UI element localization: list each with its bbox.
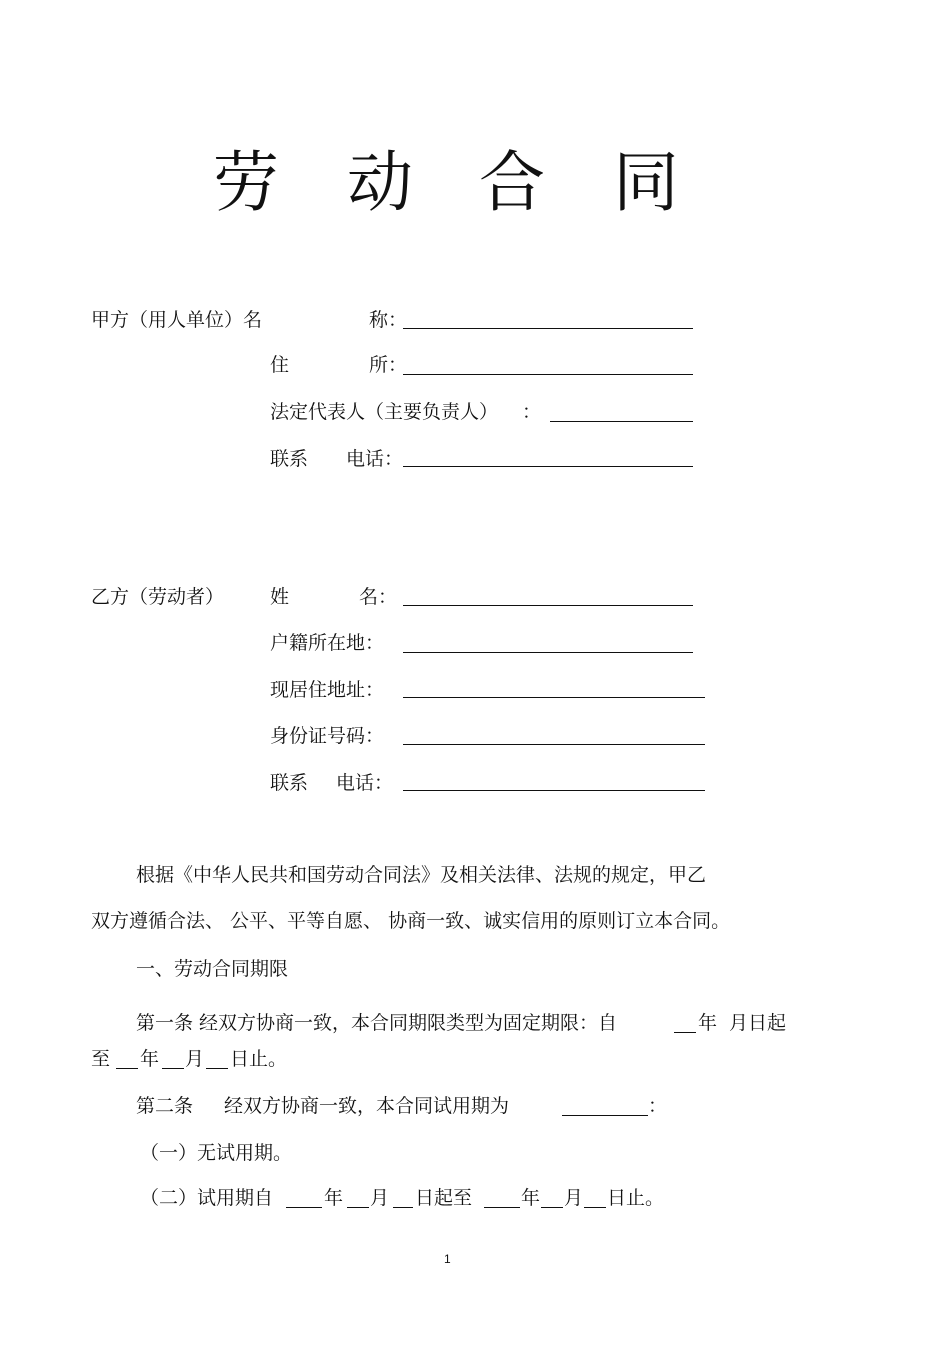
option-2-end-month-field[interactable] — [541, 1207, 563, 1208]
party-b-residence-field[interactable] — [403, 697, 705, 698]
option-2-end-day-label: 日止。 — [607, 1187, 665, 1209]
option-2-end-month-label: 月 — [564, 1187, 584, 1209]
party-a-phone-label-suffix: 电话： — [346, 448, 404, 470]
article-2-number: 第二条 — [136, 1095, 194, 1117]
option-2-start-day-field[interactable] — [393, 1207, 413, 1208]
title-char: 劳 — [213, 144, 279, 221]
party-a-phone-label: 联系 — [270, 448, 309, 470]
option-2-start-year-field[interactable] — [286, 1207, 322, 1208]
article-1-text: 第一条 经双方协商一致，本合同期限类型为固定期限：自 — [136, 1012, 618, 1034]
article-1-end-month-field[interactable] — [162, 1068, 184, 1069]
party-b-hukou-field[interactable] — [403, 652, 693, 653]
option-2-start-month-field[interactable] — [347, 1207, 369, 1208]
article-1-end-year-field[interactable] — [116, 1068, 138, 1069]
article-2-probation-field[interactable] — [562, 1115, 648, 1116]
party-a-name-field[interactable] — [403, 328, 693, 329]
party-a-rep-label: 法定代表人（主要负责人） — [270, 401, 499, 423]
article-1-start-year-field[interactable] — [674, 1032, 696, 1033]
page-number: 1 — [444, 1252, 451, 1266]
party-b-name-label: 姓 — [270, 586, 290, 608]
article-2-text: 经双方协商一致，本合同试用期为 — [224, 1095, 510, 1117]
article-2-colon: ： — [648, 1095, 668, 1117]
party-a-rep-colon: ： — [522, 401, 542, 423]
intro-paragraph-line: 根据《中华人民共和国劳动合同法》及相关法律、法规的规定，甲乙 — [136, 864, 707, 886]
section-heading: 一、劳动合同期限 — [136, 958, 289, 980]
party-b-residence-label: 现居住地址： — [270, 679, 385, 701]
party-a-address-label: 住 — [270, 354, 290, 376]
intro-paragraph-line: 双方遵循合法、 公平、平等自愿、 协商一致、诚实信用的原则订立本合同。 — [91, 910, 731, 932]
article-1-year-label: 年 — [698, 1012, 718, 1034]
party-b-id-field[interactable] — [403, 744, 705, 745]
article-1-end-year-label: 年 — [140, 1048, 160, 1070]
party-b-phone-field[interactable] — [403, 790, 705, 791]
option-2-end-year-field[interactable] — [484, 1207, 520, 1208]
party-b-name-field[interactable] — [403, 605, 693, 606]
party-b-phone-label: 联系 — [270, 772, 309, 794]
option-2-end-year-label: 年 — [521, 1187, 541, 1209]
party-a-address-field[interactable] — [403, 374, 693, 375]
option-2-year-label: 年 — [324, 1187, 344, 1209]
title-char: 动 — [347, 144, 413, 221]
title-char: 合 — [479, 144, 545, 221]
article-1-end-month-label: 月 — [185, 1048, 205, 1070]
option-2-end-day-field[interactable] — [584, 1207, 606, 1208]
option-1-text: （一）无试用期。 — [140, 1142, 293, 1164]
party-a-name-label: 称： — [369, 309, 408, 331]
party-b-id-label: 身份证号码： — [270, 725, 385, 747]
party-b-label: 乙方（劳动者） — [91, 586, 225, 608]
party-a-phone-field[interactable] — [403, 466, 693, 467]
article-1-end-day-label: 日止。 — [230, 1048, 288, 1070]
option-2-text: （二）试用期自 — [140, 1187, 274, 1209]
party-b-hukou-label: 户籍所在地： — [270, 632, 385, 654]
party-a-label: 甲方（用人单位）名 — [91, 309, 263, 331]
article-1-text-cont: 至 — [91, 1048, 111, 1070]
article-1-month-day-label: 月日起 — [729, 1012, 787, 1034]
option-2-from-to-label: 日起至 — [415, 1187, 473, 1209]
title-char: 同 — [613, 144, 679, 221]
party-b-phone-label-suffix: 电话： — [336, 772, 394, 794]
party-a-address-label-suffix: 所： — [369, 354, 408, 376]
option-2-month-label: 月 — [370, 1187, 390, 1209]
article-1-end-day-field[interactable] — [206, 1068, 228, 1069]
party-a-rep-field[interactable] — [550, 421, 693, 422]
party-b-name-label-suffix: 名： — [359, 586, 398, 608]
